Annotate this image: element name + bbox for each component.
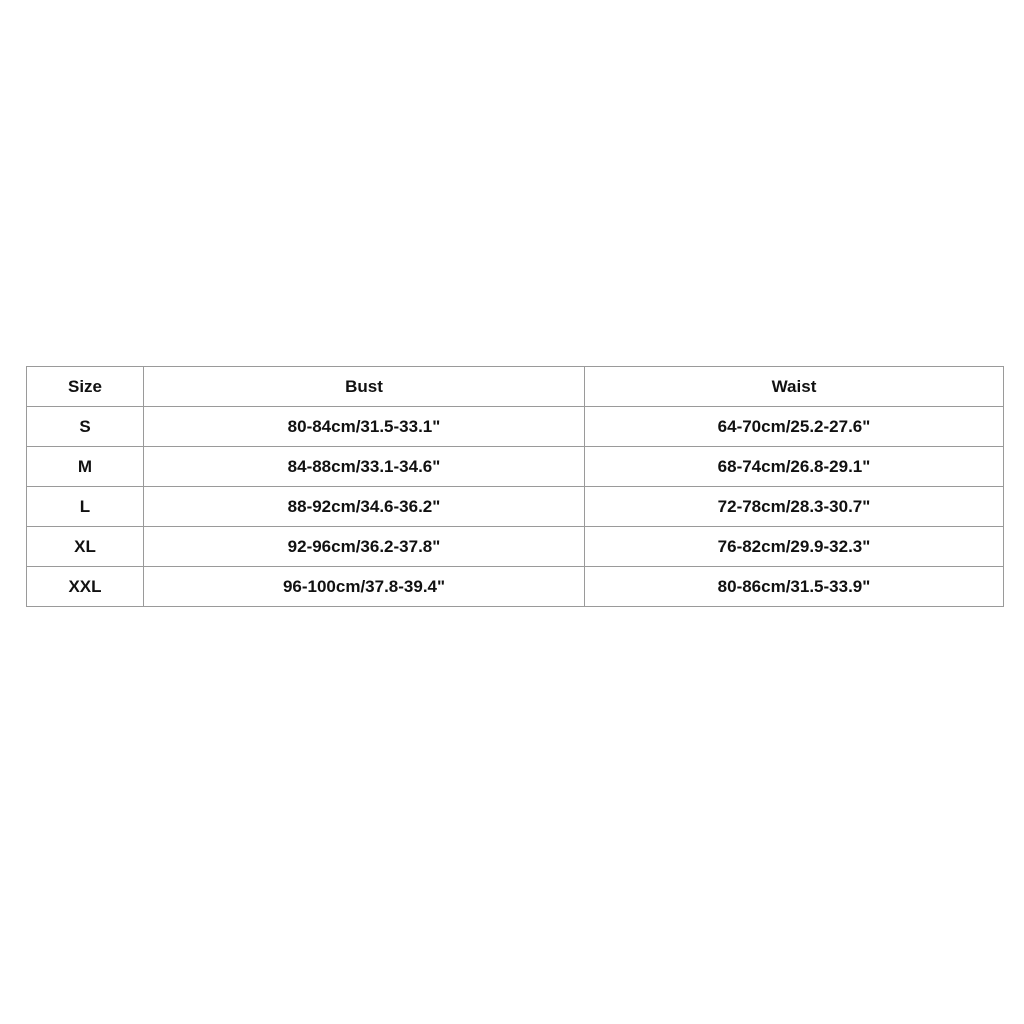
cell-waist: 68-74cm/26.8-29.1" (585, 447, 1004, 487)
cell-waist: 80-86cm/31.5-33.9" (585, 567, 1004, 607)
cell-size: S (27, 407, 144, 447)
header-size: Size (27, 367, 144, 407)
size-chart-table (26, 366, 1004, 607)
cell-size: XXL (27, 567, 144, 607)
table-row (27, 447, 1004, 487)
header-bust: Bust (144, 367, 585, 407)
cell-waist: 76-82cm/29.9-32.3" (585, 527, 1004, 567)
cell-bust: 80-84cm/31.5-33.1" (144, 407, 585, 447)
table-row (27, 407, 1004, 447)
cell-bust: 84-88cm/33.1-34.6" (144, 447, 585, 487)
cell-size: L (27, 487, 144, 527)
cell-size: XL (27, 527, 144, 567)
cell-bust: 96-100cm/37.8-39.4" (144, 567, 585, 607)
cell-waist: 64-70cm/25.2-27.6" (585, 407, 1004, 447)
table-header-row (27, 367, 1004, 407)
cell-bust: 92-96cm/36.2-37.8" (144, 527, 585, 567)
table-row (27, 527, 1004, 567)
cell-bust: 88-92cm/34.6-36.2" (144, 487, 585, 527)
header-waist: Waist (585, 367, 1004, 407)
table-row (27, 487, 1004, 527)
cell-waist: 72-78cm/28.3-30.7" (585, 487, 1004, 527)
cell-size: M (27, 447, 144, 487)
table-row (27, 567, 1004, 607)
